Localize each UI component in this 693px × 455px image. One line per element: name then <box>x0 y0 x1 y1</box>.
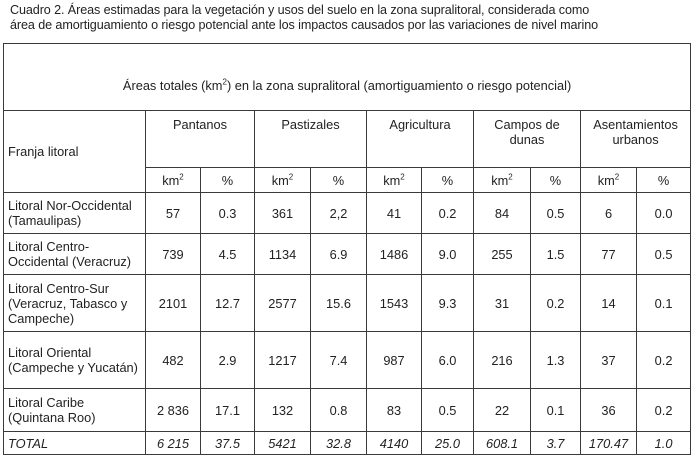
caption-line-2: área de amortiguamiento o riesgo potencial ante los impactos causados por las variaciones de nivel marino <box>10 18 599 32</box>
table-cell: 7.4 <box>311 332 367 389</box>
table-cell: 482 <box>146 332 201 389</box>
table-cell: 0.8 <box>311 389 367 432</box>
table-cell: 0.2 <box>637 332 691 389</box>
table-cell: 15.6 <box>311 275 367 332</box>
category-header: Campos de dunas <box>474 111 581 168</box>
caption-line-1: Cuadro 2. Áreas estimadas para la vegetación y usos del suelo en la zona supralitoral, considerada como <box>10 3 590 17</box>
unit-percent-header: % <box>531 168 581 193</box>
table-cell: 1.5 <box>531 234 581 275</box>
unit-km-header: $km^2$ <box>146 168 201 193</box>
total-cell: 37.5 <box>201 432 255 455</box>
table-cell: 1134 <box>255 234 311 275</box>
table-cell: 0.2 <box>531 275 581 332</box>
unit-km-header: $km^2$ <box>474 168 531 193</box>
total-cell: 1.0 <box>637 432 691 455</box>
total-cell: 25.0 <box>422 432 474 455</box>
table-cell: 0.3 <box>201 193 255 234</box>
total-cell: 170.47 <box>581 432 637 455</box>
unit-percent-header: % <box>201 168 255 193</box>
table-cell: 31 <box>474 275 531 332</box>
total-cell: 6 215 <box>146 432 201 455</box>
table-cell: 36 <box>581 389 637 432</box>
category-header: Pantanos <box>146 111 255 168</box>
table-cell: 0.5 <box>531 193 581 234</box>
unit-percent-header: % <box>422 168 474 193</box>
category-header: Pastizales <box>255 111 367 168</box>
table-cell: 77 <box>581 234 637 275</box>
table-row <box>4 275 691 332</box>
table-cell: 1.3 <box>531 332 581 389</box>
total-cell: 32.8 <box>311 432 367 455</box>
table-cell: 2101 <box>146 275 201 332</box>
table-cell: 0.1 <box>531 389 581 432</box>
table-cell: 987 <box>367 332 422 389</box>
table-cell: 0.0 <box>637 193 691 234</box>
region-name: Litoral Centro-Occidental (Veracruz) <box>4 234 146 275</box>
table-cell: 84 <box>474 193 531 234</box>
table-cell: 17.1 <box>201 389 255 432</box>
row-header: Franja litoral <box>4 111 146 193</box>
total-cell: 4140 <box>367 432 422 455</box>
total-cell: 608.1 <box>474 432 531 455</box>
table-cell: 57 <box>146 193 201 234</box>
table-cell: 1217 <box>255 332 311 389</box>
category-header: Agricultura <box>367 111 474 168</box>
table-cell: 12.7 <box>201 275 255 332</box>
table-cell: 6.0 <box>422 332 474 389</box>
total-cell: 5421 <box>255 432 311 455</box>
table-cell: 0.1 <box>637 275 691 332</box>
table-cell: 2 836 <box>146 389 201 432</box>
table-row <box>4 193 691 234</box>
table-cell: 1543 <box>367 275 422 332</box>
unit-km-header: $km^2$ <box>581 168 637 193</box>
table-cell: 0.2 <box>422 193 474 234</box>
table-cell: 216 <box>474 332 531 389</box>
table-cell: 2,2 <box>311 193 367 234</box>
table-cell: 6 <box>581 193 637 234</box>
table-cell: 0.5 <box>422 389 474 432</box>
table-cell: 4.5 <box>201 234 255 275</box>
table-row <box>4 389 691 432</box>
table-cell: 22 <box>474 389 531 432</box>
table-cell: 132 <box>255 389 311 432</box>
table-caption <box>10 3 690 33</box>
table-cell: 2577 <box>255 275 311 332</box>
category-header: Asentamientos urbanos <box>581 111 691 168</box>
total-row <box>4 432 691 455</box>
table-cell: 41 <box>367 193 422 234</box>
data-table <box>3 43 691 455</box>
table-cell: 1486 <box>367 234 422 275</box>
table-cell: 9.3 <box>422 275 474 332</box>
region-name: Litoral Nor-Occidental (Tamaulipas) <box>4 193 146 234</box>
unit-km-header: $km^2$ <box>367 168 422 193</box>
region-name: Litoral Oriental (Campeche y Yucatán) <box>4 332 146 389</box>
unit-percent-header: % <box>311 168 367 193</box>
table-cell: 0.5 <box>637 234 691 275</box>
table-cell: 9.0 <box>422 234 474 275</box>
table-cell: 14 <box>581 275 637 332</box>
table-cell: 2.9 <box>201 332 255 389</box>
unit-percent-header: % <box>637 168 691 193</box>
unit-km-header: $km^2$ <box>255 168 311 193</box>
table-row <box>4 332 691 389</box>
total-cell: 3.7 <box>531 432 581 455</box>
table-cell: 0.2 <box>637 389 691 432</box>
table-cell: 6.9 <box>311 234 367 275</box>
table-cell: 361 <box>255 193 311 234</box>
table-row <box>4 234 691 275</box>
total-label: TOTAL <box>4 432 146 455</box>
table-title: Áreas totales $(km^2)$ en la zona supralitoral (amortiguamiento o riesgo potencial) <box>4 44 691 111</box>
table-cell: 37 <box>581 332 637 389</box>
table-cell: 83 <box>367 389 422 432</box>
table-cell: 739 <box>146 234 201 275</box>
region-name: Litoral Caribe (Quintana Roo) <box>4 389 146 432</box>
region-name: Litoral Centro-Sur (Veracruz, Tabasco y Campeche) <box>4 275 146 332</box>
table-cell: 255 <box>474 234 531 275</box>
